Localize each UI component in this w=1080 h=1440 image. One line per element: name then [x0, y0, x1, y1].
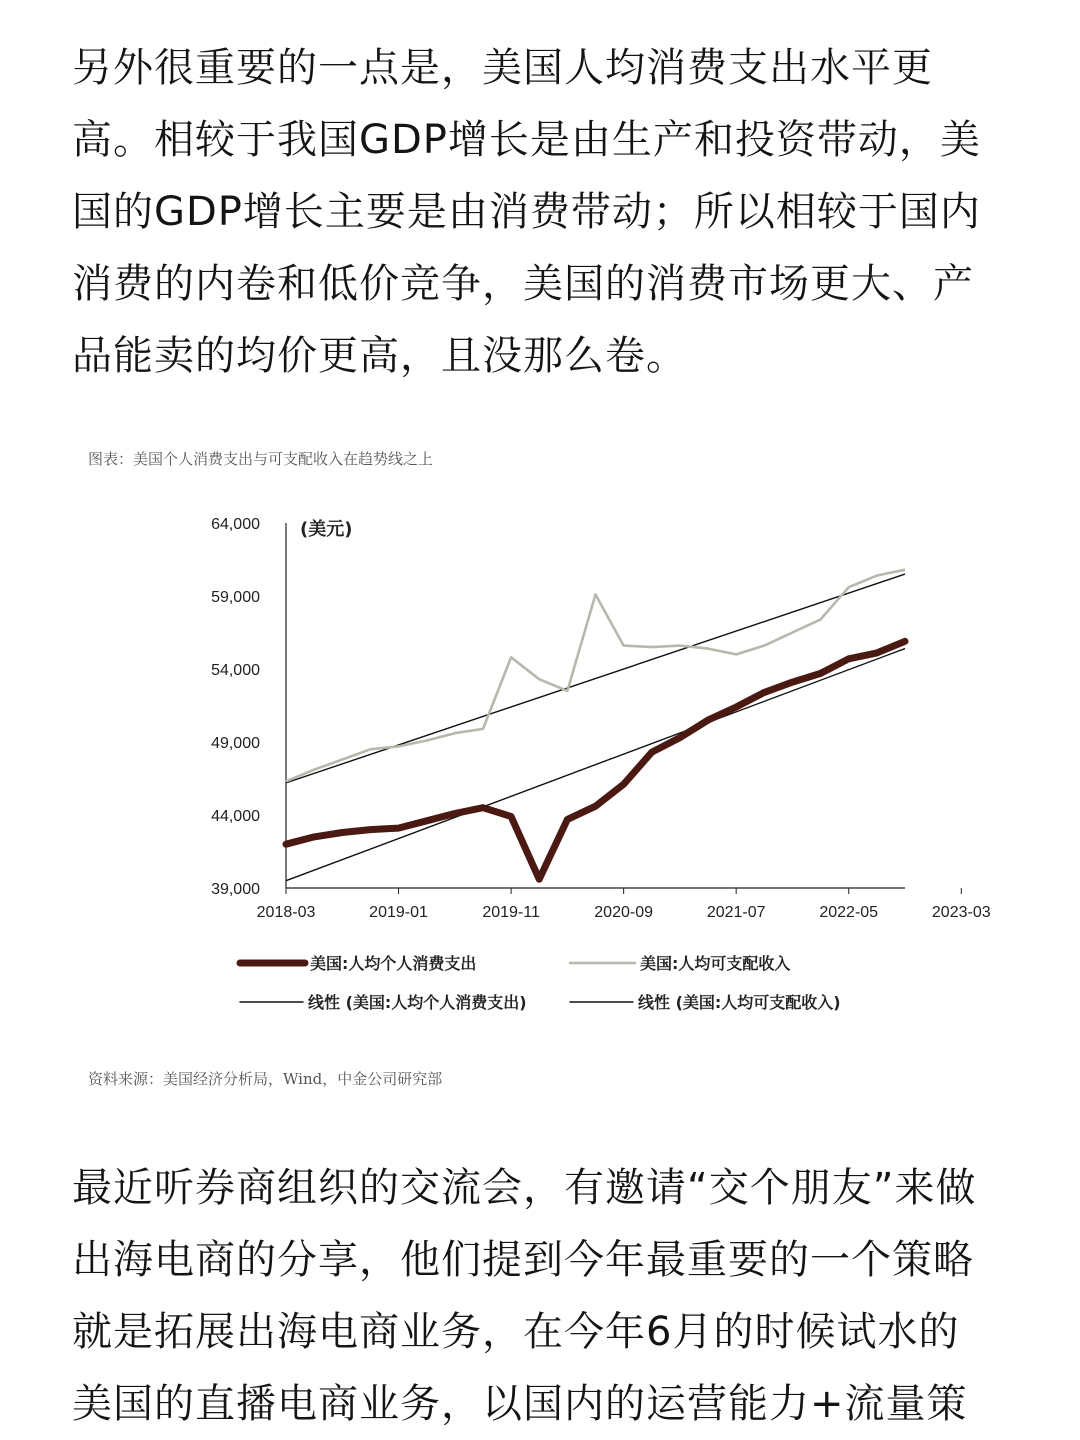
paragraph-line: 品能卖的均价更高，且没那么卷。 [72, 333, 687, 379]
legend-label: 线性 (美国:人均可支配收入) [638, 993, 841, 1012]
paragraph-line: 就是拓展出海电商业务，在今年6月的时候试水的 [72, 1309, 960, 1355]
trend-line [286, 649, 905, 881]
y-tick-label: 44,000 [211, 808, 260, 825]
article-paragraph-bottom [72, 1152, 1012, 1440]
unit-label: (美元) [300, 519, 353, 540]
paragraph-line: 高。相较于我国GDP增长是由生产和投资带动，美 [72, 117, 981, 163]
chart [0, 500, 1080, 1040]
x-tick-label: 2019-01 [369, 904, 428, 921]
y-tick-label: 59,000 [211, 589, 260, 606]
y-tick-label: 49,000 [211, 735, 260, 752]
legend-label: 美国:人均可支配收入 [640, 954, 791, 973]
paragraph-line: 出海电商的分享，他们提到今年最重要的一个策略 [72, 1237, 974, 1283]
y-tick-label: 39,000 [211, 881, 260, 898]
x-tick-label: 2023-03 [931, 904, 991, 921]
paragraph-line: 另外很重要的一点是，美国人均消费支出水平更 [72, 45, 933, 91]
series-lines [286, 570, 905, 880]
series-line-consumption [286, 641, 905, 879]
x-tick-label: 2020-09 [594, 904, 653, 921]
x-tick-label: 2018-03 [256, 904, 316, 921]
legend-label: 线性 (美国:人均个人消费支出) [308, 993, 527, 1012]
y-tick-label: 54,000 [211, 662, 260, 679]
paragraph-line: 最近听券商组织的交流会，有邀请“交个朋友”来做 [72, 1165, 977, 1211]
y-tick-label: 64,000 [211, 516, 260, 533]
chart-legend [240, 954, 841, 1012]
x-tick-label: 2022-05 [819, 904, 879, 921]
paragraph-line: 国的GDP增长主要是由消费带动；所以相较于国内 [72, 189, 981, 235]
figure-source: 资料来源：美国经济分析局，Wind，中金公司研究部 [88, 1070, 443, 1088]
x-tick-label: 2021-07 [706, 904, 766, 921]
paragraph-line: 美国的直播电商业务，以国内的运营能力+流量策 [72, 1381, 968, 1427]
paragraph-line: 消费的内卷和低价竞争，美国的消费市场更大、产 [72, 261, 974, 307]
article-paragraph-top [72, 32, 1012, 392]
x-tick-label: 2019-11 [482, 904, 540, 921]
legend-label: 美国:人均个人消费支出 [310, 954, 477, 973]
figure-caption: 图表：美国个人消费支出与可支配收入在趋势线之上 [88, 450, 434, 468]
trend-lines [286, 574, 905, 881]
